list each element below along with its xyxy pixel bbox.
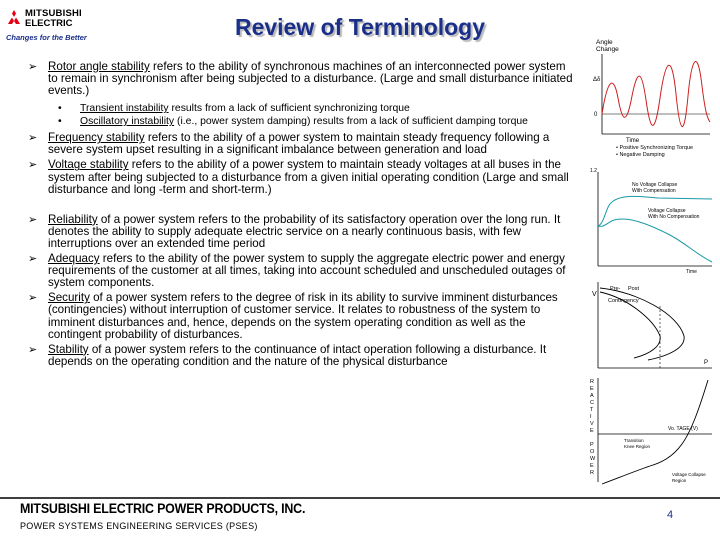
sub-list-item — [28, 103, 573, 114]
term: Stability — [48, 342, 89, 356]
fig4-yletter: R — [590, 470, 594, 476]
fig1-ylabel-line1: Angle — [596, 39, 613, 46]
term: Transient instability — [80, 103, 169, 115]
fig2-axis-tick: 1.2 — [590, 168, 597, 174]
fig4-yletter: W — [590, 456, 596, 462]
fig1-tick-zero: 0 — [594, 112, 598, 118]
fig1-oscillation-curve — [602, 62, 710, 127]
term: Reliability — [48, 212, 98, 226]
logo-line1: MITSUBISHI — [25, 8, 82, 19]
list-item — [28, 159, 573, 195]
voltage-collapse-figure — [588, 166, 716, 274]
list-item — [28, 214, 573, 250]
list-item — [28, 344, 573, 368]
main-content — [28, 61, 573, 368]
fig4-yletter: E — [590, 428, 594, 434]
fig4-yletter: I — [590, 414, 592, 420]
definition: of a power system refers to the degree of risk in its ability to survive imminent disturbances (contingencies) without interruption of customer service. It relates to robustness of the system to imminent disturbances and, hence, depends on the system operating condition as well as the contingent probability of disturbances. — [48, 291, 558, 341]
page-title: Review of Terminology — [234, 14, 486, 40]
pv-curve-figure — [588, 276, 716, 372]
fig2-label3: Voltage Collapse — [648, 208, 686, 214]
arrow-bullet-icon: ➢ — [28, 292, 38, 305]
dot-bullet-icon: • — [58, 116, 62, 128]
logo-line2: ELECTRIC — [25, 18, 73, 29]
definition: refers to the ability of the power system to supply the aggregate electric power and energy requirements of the customer at all times, taking into account scheduled and unscheduled outages of system components. — [48, 252, 566, 290]
fig1-xlabel: Time — [626, 138, 640, 144]
fig4-yletter: E — [590, 463, 594, 469]
sub-list-item — [28, 116, 573, 127]
list-item — [28, 61, 573, 97]
arrow-bullet-icon: ➢ — [28, 253, 38, 266]
fig2-label2: With Compensation — [632, 188, 676, 194]
fig3-label1: Pre- — [610, 286, 621, 292]
arrow-bullet-icon: ➢ — [28, 213, 38, 226]
dot-bullet-icon: • — [58, 103, 62, 115]
fig4-yletter: O — [590, 449, 595, 455]
fig4-yletter: E — [590, 386, 594, 392]
fig2-label1: No Voltage Collapse — [632, 182, 678, 188]
fig2-collapse-curve — [598, 219, 712, 262]
definition: refers to the ability of a power system to maintain steady voltages at all buses in the system after being subjected to a disturbance from a given initial operating condition (Large and small disturbance and long -term and short-term.) — [48, 158, 569, 196]
list-item — [28, 292, 573, 340]
arrow-bullet-icon: ➢ — [28, 132, 38, 145]
term: Security — [48, 291, 90, 305]
page-number: 4 — [667, 509, 674, 521]
fig4-yletter: T — [590, 407, 594, 413]
definition: results from a lack of sufficient synchronizing torque — [168, 103, 410, 115]
fig4-ylabel — [590, 379, 596, 476]
fig4-label4: Region — [672, 478, 687, 483]
footer-divider — [0, 497, 720, 499]
definition: (i.e., power system damping) results from a lack of sufficient damping torque — [174, 116, 528, 128]
fig3-xlabel: P — [704, 360, 709, 366]
fig1-ylabel-line2: Change — [596, 46, 619, 53]
angle-change-figure — [588, 36, 716, 164]
term: Oscillatory instability — [80, 116, 175, 128]
definition: refers to the ability of a power system to maintain steady frequency following a severe system upset resulting in a significant imbalance between generation and load — [48, 131, 550, 157]
footer-division: POWER SYSTEMS ENGINEERING SERVICES (PSES) — [20, 521, 258, 531]
fig3-label3: Contingency — [608, 298, 639, 304]
logo-tagline: Changes for the Better — [6, 33, 87, 42]
arrow-bullet-icon: ➢ — [28, 159, 38, 172]
arrow-bullet-icon: ➢ — [28, 343, 38, 356]
definition: of a power system refers to the continuance of intact operation following a disturbance. It depends on the operating condition and the nature of the physical disturbance — [48, 342, 547, 368]
term: Frequency stability — [48, 131, 145, 145]
fig4-yletter: V — [590, 421, 594, 427]
fig2-xlabel: Time — [686, 269, 697, 274]
term: Voltage stability — [48, 158, 129, 172]
fig1-tick-top: Δδ — [593, 77, 601, 83]
fig4-label2: Knee Region — [624, 444, 651, 449]
term: Adequacy — [48, 252, 100, 266]
term: Rotor angle stability — [48, 60, 150, 73]
fig1-legend1: • Positive Synchronizing Torque — [616, 145, 694, 151]
fig4-yletter: P — [590, 442, 594, 448]
fig3-label2: Post — [628, 286, 640, 292]
qv-curve-figure — [588, 374, 716, 492]
definition: of a power system refers to the probability of its satisfactory operation over the long run. It denotes the ability to supply adequate electric service on a nearly continuous basis, with few interruptions over an extended time period — [48, 212, 561, 250]
fig3-ylabel: V — [592, 291, 597, 298]
fig4-label1: Transition — [624, 438, 644, 443]
arrow-bullet-icon: ➢ — [28, 61, 38, 73]
fig4-qv-curve — [602, 380, 708, 484]
definition: refers to the ability of synchronous machines of an interconnected power system to remain in synchronism after being subjected to a disturbance. (Large and small disturbance initiated events.) — [48, 60, 573, 98]
fig2-label4: With No Compensation — [648, 214, 700, 220]
fig4-xlabel: Vo. TAGE (V) — [668, 426, 698, 432]
fig4-yletter: C — [590, 400, 594, 406]
fig1-legend2: • Negative Damping — [616, 152, 665, 158]
list-item — [28, 132, 573, 156]
fig4-yletter: A — [590, 393, 594, 399]
fig4-label3: Voltage Collapse — [672, 472, 706, 477]
list-item — [28, 253, 573, 289]
fig4-yletter: R — [590, 379, 594, 385]
footer-company: MITSUBISHI ELECTRIC POWER PRODUCTS, INC. — [20, 501, 306, 516]
